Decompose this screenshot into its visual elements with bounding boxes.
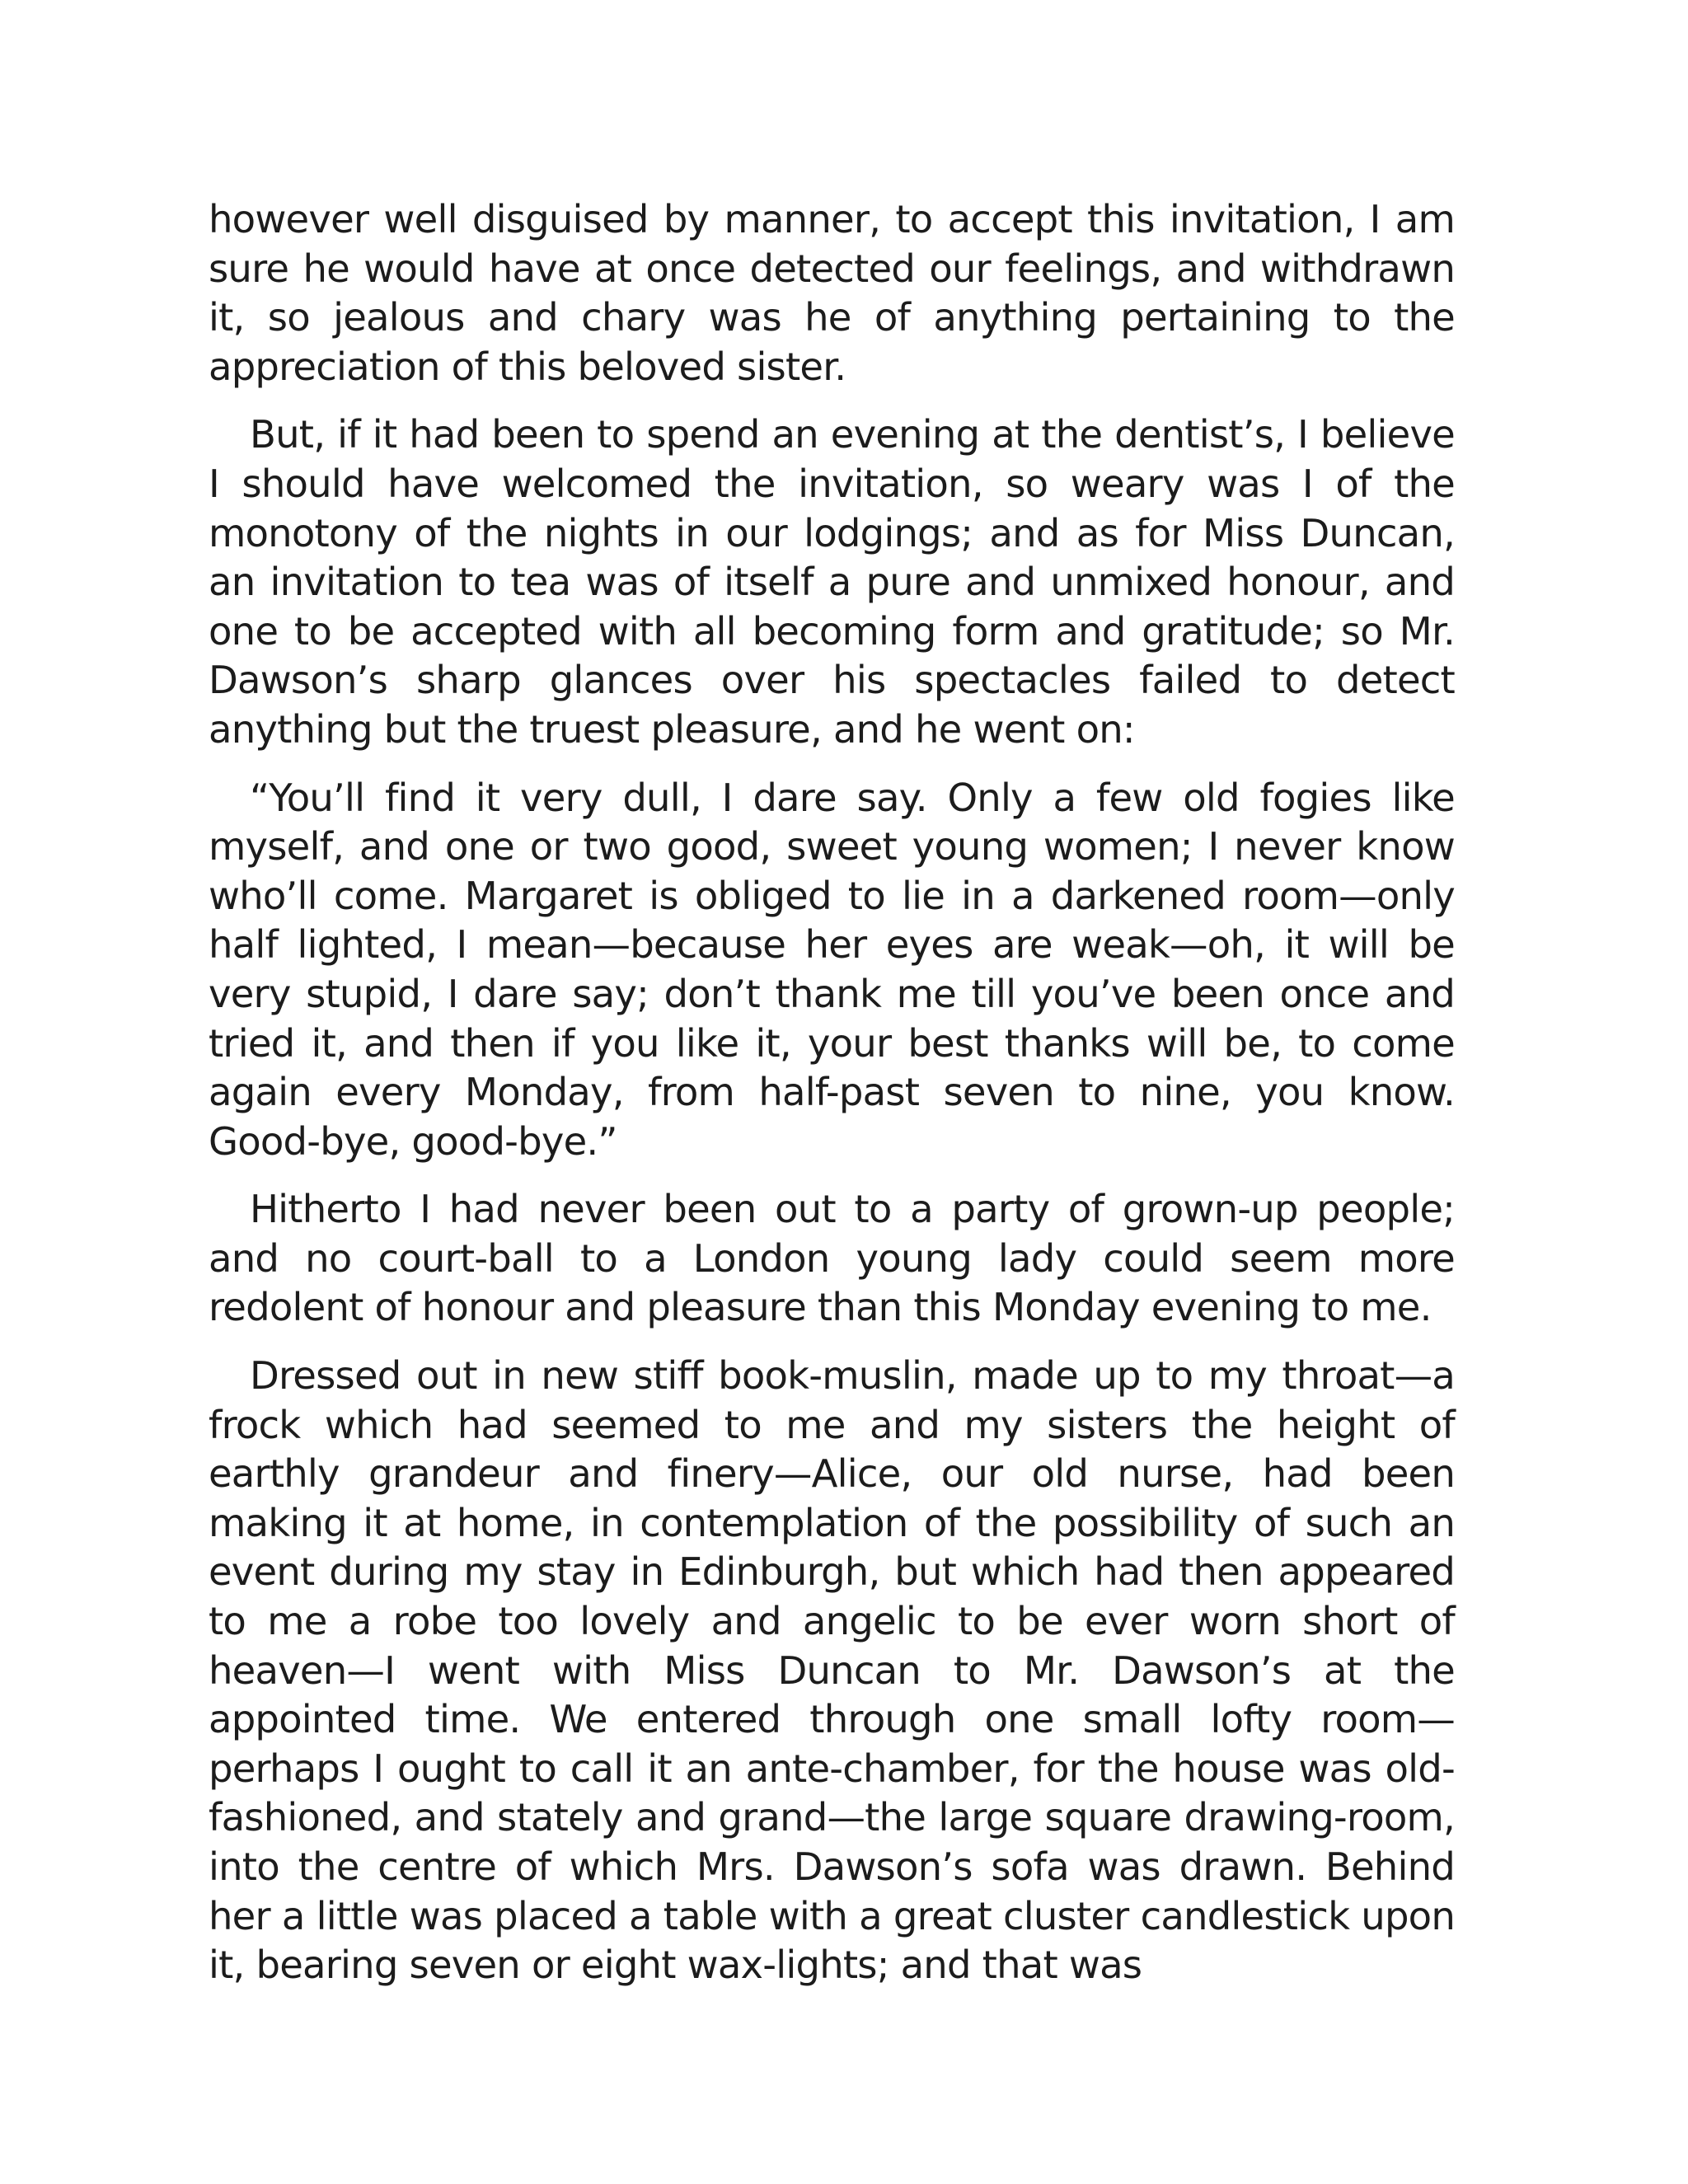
paragraph-2: But, if it had been to spend an evening at the dentist’s, I believe I should have welcomed the invitation, so weary was I of the monotony of the nights in our lodgings; and as for Miss Duncan, an invitation to tea was of itself a pure and unmixed honour, and one to be accepted with all becoming form and gratitude; so Mr. Dawson’s sharp glances over his spectacles failed to detect anything but the truest pleasure, and he went on: xyxy=(209,412,1455,752)
paragraph-4: Hitherto I had never been out to a party of grown-up people; and no court-ball to a London young lady could seem more redolent of honour and pleasure than this Monday evening to me. xyxy=(209,1187,1455,1330)
paragraph-5: Dressed out in new stiff book-muslin, made up to my throat—a frock which had seemed to me and my sisters the height of earthly grandeur and finery—Alice, our old nurse, had been making it at home, in contemplation of the possibility of such an event during my stay in Edinburgh, but which had then appeared to me a robe too lovely and angelic to be ever worn short of heaven—I went with Miss Duncan to Mr. Dawson’s at the appointed time. We entered through one small lofty room—perhaps I ought to call it an ante-chamber, for the house was old-fashioned, and stately and grand—the large square drawing-room, into the centre of which Mrs. Dawson’s sofa was drawn. Behind her a little was placed a table with a great cluster candlestick upon it, bearing seven or eight wax-lights; and that was xyxy=(209,1353,1455,1988)
book-page xyxy=(209,195,1455,2009)
paragraph-3: “You’ll find it very dull, I dare say. Only a few old fogies like myself, and one or two good, sweet young women; I never know who’ll come. Margaret is obliged to lie in a darkened room—only half lighted, I mean—because her eyes are weak—oh, it will be very stupid, I dare say; don’t thank me till you’ve been once and tried it, and then if you like it, your best thanks will be, to come again every Monday, from half-past seven to nine, you know. Good-bye, good-bye.” xyxy=(209,775,1455,1164)
paragraph-1: however well disguised by manner, to accept this invitation, I am sure he would have at once detected our feelings, and withdrawn it, so jealous and chary was he of anything pertaining to the appreciation of this beloved sister. xyxy=(209,197,1455,389)
